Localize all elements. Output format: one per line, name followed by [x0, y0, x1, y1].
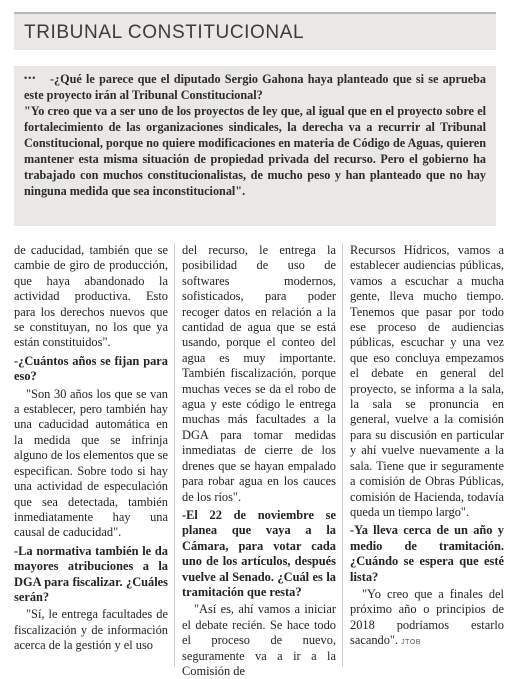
paragraph: del recurso, le entrega la posibilidad de uso de softwares modernos, sofisticados, para poder recoger datos en relación a la cantidad de agua que se está usando, porque el conteo del agua es muy importante. También fiscalización, porque muchas veces se da el robo de agua y este código le entrega muchas más facultades a la DGA para tomar medidas inmediatas de cierre de los drenes que se hayan empalado para robar agua en los cauces de los ríos". [182, 243, 336, 504]
article-column-1 [14, 243, 168, 654]
paragraph-text: "Yo creo que a finales del próximo año o principios de 2018 podríamos estarlo sacando". [350, 586, 504, 648]
highlight-answer: "Yo creo que va a ser uno de los proyectos de ley que, al igual que en el proyecto sobre el fortalecimiento de las organizaciones sindicales, la derecha va a recurrir al Tribunal Constitucional, porque no quiere modificaciones en materia de Código de Aguas, quieren mantener esta misma situación de propiedad privada del recurso. Pero el gobierno ha trabajado con muchos constitucionalistas, de mucho peso y han planteado que no hay ninguna medida que sea inconstitucional". [24, 104, 486, 198]
article-column-2 [182, 243, 336, 679]
highlight-question: -¿Qué le parece que el diputado Sergio Gahona haya planteado que si se aprueba este proyecto irán al Tribunal Constitucional? [24, 72, 486, 102]
paragraph: "Son 30 años los que se van a establecer, pero también hay una caducidad automática en la medida que se infrinja alguno de los elementos que se especifican. Sobre todo si hay una actividad de especulación que sea detectada, también inmediatamente hay una causal de caducidad". [14, 386, 168, 540]
section-header [14, 12, 496, 50]
column-divider [174, 243, 175, 667]
paragraph: de caducidad, también que se cambie de giro de producción, que haya abandonado la actividad productiva. Esto para los derechos nuevos que se constituyan, no los que ya están constituidos". [14, 243, 168, 350]
section-title: TRIBUNAL CONSTITUCIONAL [24, 22, 305, 43]
paragraph: Recursos Hídricos, vamos a establecer audiencias públicas, vamos a escuchar a mucha gente, lleva mucho tiempo. Tenemos que pasar por todo ese proceso de audiencias públicas, escuchar y una vez que eso concluya empezamos el debate en general del proyecto, se informa a la sala, la sala se pronuncia en general, vuelve a la comisión para su discusión en particular y ahí vuelve nuevamente a la sala. Tiene que ir seguramente a comisión de Obras Públicas, comisión de Hacienda, todavía queda un tiempo largo". [350, 243, 504, 519]
closing-paragraph [350, 587, 504, 651]
interview-question: -Ya lleva cerca de un año y medio de tramitación. ¿Cuándo se espera que esté lista? [350, 523, 504, 584]
interview-question: -El 22 de noviembre se planea que vaya a la Cámara, para votar cada uno de los artículos, después vuelve al Senado. ¿Cuál es la tramitación que resta? [182, 507, 336, 599]
column-divider [342, 243, 343, 667]
paragraph: "Así es, ahí vamos a iniciar el debate recién. Se hace todo el proceso de nuevo, seguramente va a ir a la Comisión de [182, 602, 336, 678]
author-signature: JTOB [401, 639, 421, 647]
bullet-dots: ••• [24, 73, 37, 83]
article-column-3 [350, 243, 504, 651]
paragraph: "Sí, le entrega facultades de fiscalización y de información acerca de la gestión y el uso [14, 607, 168, 653]
highlight-box [14, 66, 496, 226]
interview-question: -¿Cuántos años se fijan para eso? [14, 353, 168, 384]
interview-question: -La normativa también le da mayores atribuciones a la DGA para fiscalizar. ¿Cuáles serán? [14, 543, 168, 604]
